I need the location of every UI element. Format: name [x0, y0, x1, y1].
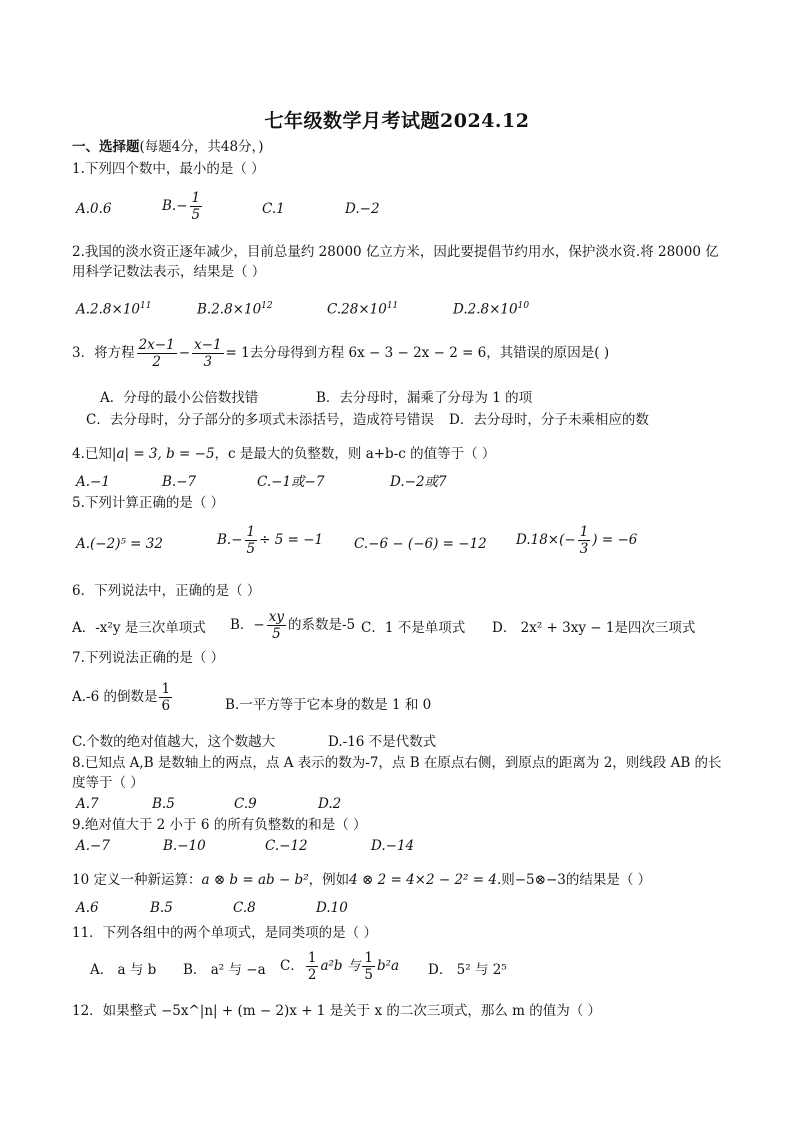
q11-c-fraction-1: [306, 950, 319, 983]
q11-option-a: A． a 与 b: [90, 962, 157, 978]
q1-option-d: D.−2: [345, 201, 380, 217]
q1-stem: 1.下列四个数中，最小的是（ ）: [72, 161, 265, 177]
q10-stem: [72, 871, 651, 889]
q7-a-denominator: 6: [161, 698, 171, 714]
q2-option-d: [453, 297, 529, 319]
q3-minus: −: [178, 345, 191, 361]
q12-stem: 12．如果整式 −5x^|n| + (m − 2)x + 1 是关于 x 的二次三项式，那么 m 的值为（ ）: [72, 1003, 602, 1019]
q9-option-b: B.−10: [163, 838, 206, 854]
q7-option-a: [72, 681, 174, 714]
q8-option-d: D.2: [318, 796, 342, 812]
q6-b-prefix: B．−: [230, 617, 265, 633]
q9-option-c: C.−12: [265, 838, 308, 854]
q4-suffix: ，c 是最大的负整数，则 a+b-c 的值等于（ ）: [214, 446, 496, 462]
q8-option-b: B.5: [152, 796, 175, 812]
q9-option-a: A.−7: [76, 838, 110, 854]
q11-c-d1: 2: [307, 967, 317, 983]
q4-prefix: 4.已知: [72, 446, 112, 462]
q2-stem-line1: 2.我国的淡水资正逐年减少，目前总量约 28000 亿立方米，因此要提倡节约用水，保护淡水资.将 28000 亿: [72, 244, 719, 260]
q6-option-a: A．-x²y 是三次单项式: [72, 620, 206, 636]
q1-b-prefix: B.−: [162, 198, 188, 214]
q10-option-b: B.5: [150, 900, 173, 916]
q2-a-base: A.2.8×10: [76, 301, 140, 318]
q6-b-suffix: 的系数是-5: [287, 617, 356, 633]
q5-d-numerator: 1: [579, 524, 589, 540]
q1-b-fraction: [190, 190, 203, 223]
q6-option-d: D． 2x² + 3xy − 1是四次三项式: [492, 620, 696, 636]
q4-stem: [72, 445, 495, 463]
q10-prefix: 10 定义一种新运算：: [72, 872, 202, 888]
q5-option-b: [217, 524, 323, 557]
q5-stem: 5.下列计算正确的是（ ）: [72, 495, 225, 511]
q10-example: 4 ⊗ 2 = 4×2 − 2² = 4: [349, 872, 497, 888]
q10-option-d: D.10: [316, 900, 348, 916]
q11-option-c: [280, 950, 399, 983]
q4-option-c: C.−1或−7: [257, 474, 325, 490]
q4-option-b: B.−7: [162, 474, 197, 490]
q7-a-fraction: [159, 681, 172, 714]
q7-stem: 7.下列说法正确的是（ ）: [72, 650, 225, 666]
q11-option-d: D． 5² 与 2⁵: [428, 962, 507, 978]
q3-prefix: 3．将方程: [72, 345, 135, 361]
q2-c-base: C.28×10: [327, 301, 387, 318]
q5-b-numerator: 1: [246, 524, 256, 540]
q6-option-b: [230, 609, 355, 642]
page-title: 七年级数学月考试题2024.12: [264, 110, 530, 132]
q2-b-base: B.2.8×10: [197, 301, 262, 318]
q5-option-a: A.(−2)⁵ = 32: [76, 536, 163, 552]
q8-stem-line2: 度等于（ ）: [72, 775, 144, 791]
q6-b-fraction: [267, 609, 286, 642]
q4-option-a: A.−1: [76, 474, 110, 490]
q9-option-d: D.−14: [371, 838, 415, 854]
q2-stem-line2: 用科学记数法表示，结果是（ ）: [72, 264, 266, 280]
q3-fraction-1: [137, 337, 177, 370]
q7-a-numerator: 1: [161, 681, 171, 697]
q5-d-fraction: [578, 524, 591, 557]
q3-option-d: D．去分母时，分子未乘相应的数: [449, 412, 649, 428]
q11-option-b: B． a² 与 −a: [183, 962, 266, 978]
q6-b-denominator: 5: [272, 626, 281, 642]
q3-f1-denominator: 2: [152, 354, 161, 370]
q11-c-d2: 5: [364, 967, 373, 983]
q11-c-suffix: b²a: [376, 958, 400, 974]
q2-b-exp: 12: [261, 301, 273, 311]
q11-c-fraction-2: [362, 950, 375, 983]
q3-f1-numerator: 2x−1: [138, 337, 175, 353]
q2-d-exp: 10: [517, 301, 530, 311]
q11-c-prefix: C．: [280, 958, 304, 974]
q5-d-denominator: 3: [579, 541, 589, 557]
q2-c-exp: 11: [386, 301, 399, 311]
q5-b-suffix: ÷ 5 = −1: [259, 532, 324, 548]
q5-option-c: C.−6 − (−6) = −12: [354, 536, 487, 552]
q11-stem: 11．下列各组中的两个单项式，是同类项的是（ ）: [72, 925, 377, 941]
q8-option-c: C.9: [234, 796, 257, 812]
q5-d-prefix: D.18×(−: [516, 532, 576, 548]
q3-stem: [72, 337, 609, 370]
q5-b-denominator: 5: [246, 541, 256, 557]
q7-option-b: B.一平方等于它本身的数是 1 和 0: [225, 697, 432, 713]
q3-fraction-2: [192, 337, 224, 370]
q6-option-c: C．1 不是单项式: [361, 620, 466, 636]
q10-option-a: A.6: [76, 900, 99, 916]
q10-suffix: .则−5⊗−3的结果是（ ）: [496, 872, 652, 888]
q10-definition: a ⊗ b = ab − b²: [201, 872, 309, 888]
q2-option-b: [197, 297, 273, 319]
q2-d-base: D.2.8×10: [453, 301, 518, 318]
q10-option-c: C.8: [233, 900, 256, 916]
q3-option-a: A．分母的最小公倍数找错: [100, 390, 259, 406]
q3-f2-numerator: x−1: [194, 337, 222, 353]
q2-a-exp: 11: [140, 301, 152, 311]
q8-stem-line1: 8.已知点 A,B 是数轴上的两点，点 A 表示的数为-7，点 B 在原点右侧，到原点的距离为 2，则线段 AB 的长: [72, 755, 722, 771]
q3-option-b: B．去分母时，漏乘了分母为 1 的项: [316, 390, 533, 406]
q4-condition: |a| = 3, b = −5: [111, 446, 215, 462]
q1-b-numerator: 1: [191, 190, 201, 206]
q7-option-c: C.个数的绝对值越大，这个数越大: [72, 734, 276, 750]
q10-example-label: ，例如: [308, 872, 350, 888]
q7-a-prefix: A.-6 的倒数是: [72, 689, 158, 705]
q5-d-suffix: ) = −6: [592, 532, 638, 548]
q9-stem: 9.绝对值大于 2 小于 6 的所有负整数的和是（ ）: [72, 817, 367, 833]
q1-b-denominator: 5: [191, 207, 201, 223]
q2-option-c: [327, 297, 398, 319]
q5-b-fraction: [245, 524, 258, 557]
q3-f2-denominator: 3: [203, 354, 213, 370]
q7-option-d: D.-16 不是代数式: [328, 734, 437, 750]
section-label: 一、选择题: [72, 139, 140, 155]
q1-option-a: A.0.6: [76, 201, 112, 217]
q1-option-c: C.1: [262, 201, 285, 217]
q11-c-n1: 1: [307, 950, 317, 966]
q5-option-d: [516, 524, 637, 557]
q2-option-a: [76, 297, 151, 319]
section-note: (每题4分，共48分，): [139, 139, 264, 155]
q6-stem: 6．下列说法中，正确的是（ ）: [72, 583, 261, 599]
section-heading: [72, 138, 264, 156]
q8-option-a: A.7: [76, 796, 99, 812]
q6-b-numerator: xy: [268, 609, 284, 625]
q3-rest: = 1去分母得到方程 6x − 3 − 2x − 2 = 6，其错误的原因是( ): [225, 345, 610, 361]
q11-c-n2: 1: [364, 950, 373, 966]
q5-b-prefix: B.−: [217, 532, 243, 548]
q3-option-c: C．去分母时，分子部分的多项式未添括号，造成符号错误: [86, 412, 434, 428]
q4-option-d: D.−2或7: [390, 474, 447, 490]
q1-option-b: [162, 190, 204, 223]
q11-c-mid: a²b 与: [320, 958, 361, 974]
